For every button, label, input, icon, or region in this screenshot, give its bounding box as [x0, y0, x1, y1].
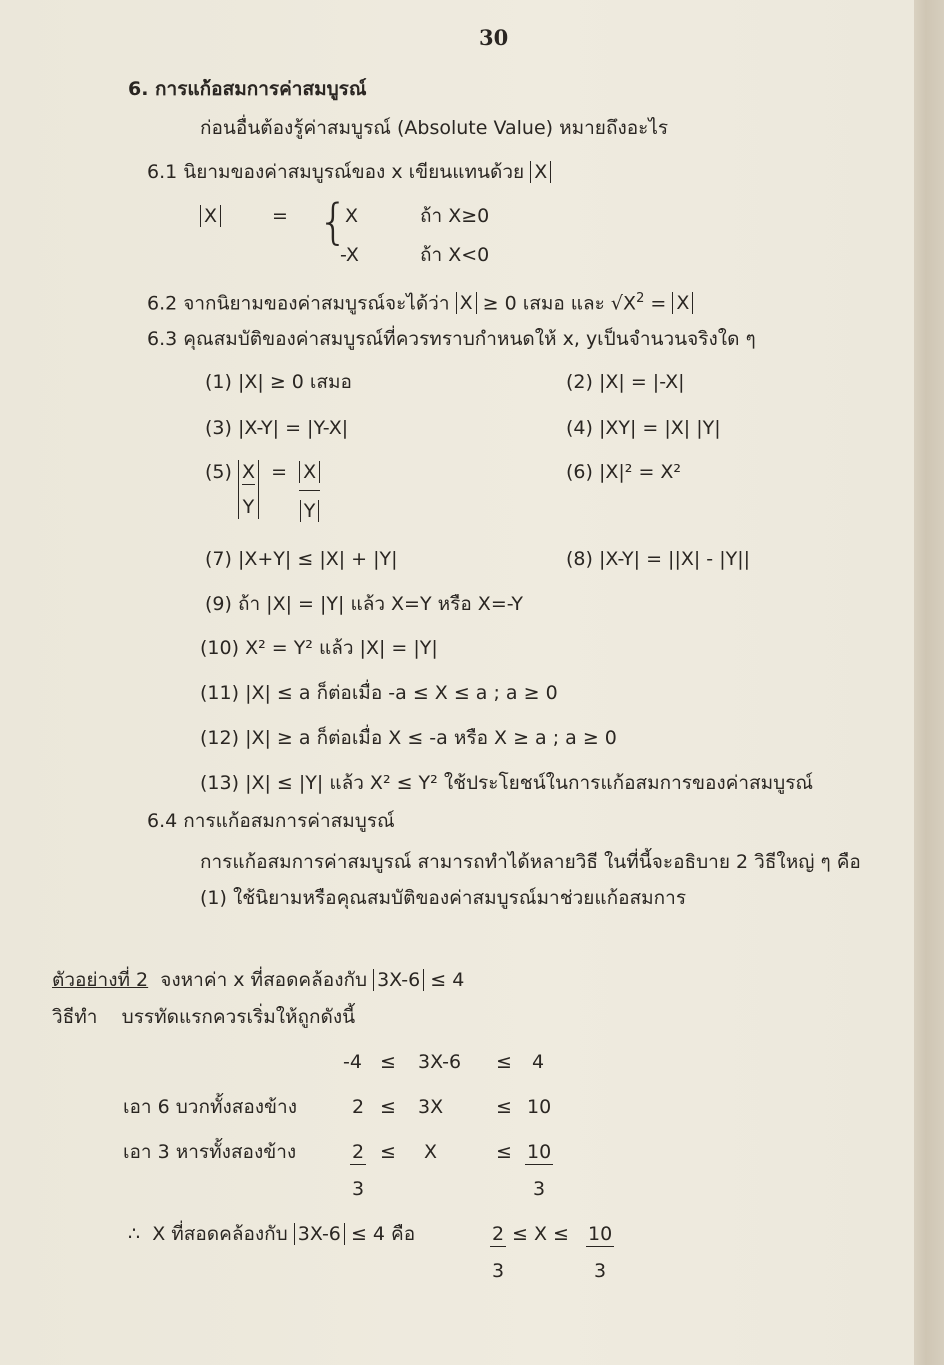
property-3: (3) |X-Y| = |Y-X| — [205, 417, 349, 439]
abs-symbol: X — [530, 161, 551, 183]
definition-label: 6.1 นิยามของค่าสมบูรณ์ของ x เขียนแทนด้วย — [147, 161, 525, 183]
statement-6-2: 6.2 จากนิยามของค่าสมบูรณ์จะได้ว่า X ≥ 0 เสมอ และ $√X^2 = X$ — [147, 287, 693, 315]
brace-icon: { — [318, 194, 349, 250]
property-12: (12) |X| ≥ a ก็ต่อเมื่อ X ≤ -a หรือ X ≥ a ; a ≥ 0 — [200, 727, 617, 749]
therefore-icon: ∴ — [128, 1223, 141, 1245]
step-2-note: เอา 3 หารทั้งสองข้าง — [123, 1141, 297, 1163]
def-lhs: X — [200, 204, 221, 228]
conclusion-left-fraction: $\frac{2}{3}$ — [492, 1223, 505, 1282]
property-11: (11) |X| ≤ a ก็ต่อเมื่อ -a ≤ X ≤ a ; a ≥ 0 — [200, 682, 558, 704]
method-line: วิธีทำ บรรทัดแรกควรเริ่มให้ถูกดังนี้ — [52, 1006, 356, 1028]
case2-cond: ถ้า X<0 — [420, 244, 490, 266]
subsection-6-4-heading: 6.4 การแก้อสมการค่าสมบูรณ์ — [147, 810, 395, 832]
step-1-left: 2 — [352, 1096, 365, 1118]
step-0-mid: 3X-6 — [418, 1051, 462, 1073]
property-13: (13) |X| ≤ |Y| แล้ว X² ≤ Y² ใช้ประโยชน์ในการแก้อสมการของค่าสมบูรณ์ — [200, 772, 814, 794]
section-heading: 6. การแก้อสมการค่าสมบูรณ์ — [128, 78, 367, 100]
property-8: (8) |X-Y| = ||X| - |Y|| — [566, 548, 751, 570]
section-intro: ก่อนอื่นต้องรู้ค่าสมบูรณ์ (Absolute Value) หมายถึงอะไร — [200, 117, 669, 139]
def-equals: = — [272, 205, 288, 227]
step-1-op1: ≤ — [380, 1096, 396, 1118]
step-0-left: -4 — [343, 1051, 362, 1073]
step-0-right: 4 — [532, 1051, 545, 1073]
property-7: (7) |X+Y| ≤ |X| + |Y| — [205, 548, 398, 570]
example-2-question: ตัวอย่างที่ 2 จงหาค่า x ที่สอดคล้องกับ 3X-6 ≤ 4 — [52, 969, 465, 991]
property-4: (4) |XY| = |X| |Y| — [566, 417, 721, 439]
step-1-mid: 3X — [418, 1096, 444, 1118]
conclusion-middle: ≤ X ≤ — [512, 1223, 569, 1245]
case1-cond: ถ้า X≥0 — [420, 205, 490, 227]
step-2-left-fraction: $\frac{2}{3}$ — [352, 1141, 365, 1200]
properties-heading: 6.3 คุณสมบัติของค่าสมบูรณ์ที่ควรทราบกำหนดให้ x, yเป็นจำนวนจริงใด ๆ — [147, 328, 756, 350]
step-1-note: เอา 6 บวกทั้งสองข้าง — [123, 1096, 297, 1118]
conclusion: ∴ X ที่สอดคล้องกับ 3X-6 ≤ 4 คือ — [128, 1223, 416, 1245]
example-label: ตัวอย่างที่ 2 — [52, 969, 149, 991]
property-5: (5) $\frac{X}{Y}$ = $\frac{X}{Y}$ — [205, 460, 320, 523]
property-10: (10) X² = Y² แล้ว |X| = |Y| — [200, 637, 438, 659]
definition-6-1 — [147, 160, 551, 184]
property-1: (1) |X| ≥ 0 เสมอ — [205, 371, 352, 393]
case1-expr: X — [345, 205, 359, 227]
property-9: (9) ถ้า |X| = |Y| แล้ว X=Y หรือ X=-Y — [205, 593, 523, 615]
case2-expr: -X — [340, 244, 359, 266]
property-6: (6) |X|² = X² — [566, 461, 682, 483]
step-1-right: 10 — [527, 1096, 552, 1118]
subsection-6-4-paragraph: การแก้อสมการค่าสมบูรณ์ สามารถทำได้หลายวิธี ในที่นี้จะอธิบาย 2 วิธีใหญ่ ๆ คือ — [200, 851, 861, 873]
step-2-op1: ≤ — [380, 1141, 396, 1163]
step-0-op1: ≤ — [380, 1051, 396, 1073]
method-1: (1) ใช้นิยามหรือคุณสมบัติของค่าสมบูรณ์มาช่วยแก้อสมการ — [200, 887, 687, 909]
step-0-op2: ≤ — [496, 1051, 512, 1073]
step-1-op2: ≤ — [496, 1096, 512, 1118]
property-2: (2) |X| = |-X| — [566, 371, 685, 393]
page-number: 30 — [479, 25, 509, 50]
step-2-op2: ≤ — [496, 1141, 512, 1163]
step-2-right-fraction: $\frac{10}{3}$ — [527, 1141, 552, 1200]
conclusion-right-fraction: $\frac{10}{3}$ — [588, 1223, 613, 1282]
step-2-mid: X — [424, 1141, 438, 1163]
page-edge-shadow — [914, 0, 944, 1365]
